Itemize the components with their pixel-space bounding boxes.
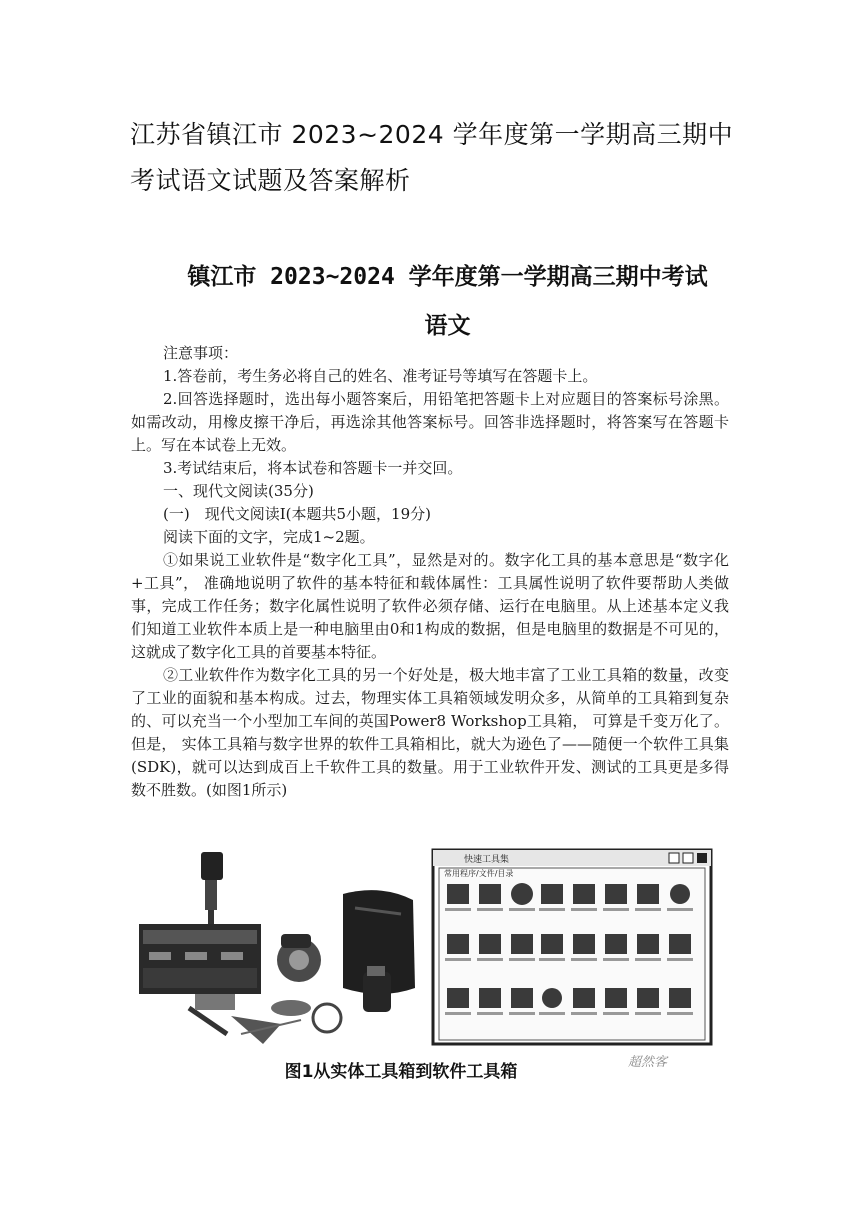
toolbox-window-title: 快速工具集 [464,855,510,865]
exam-body [131,342,729,802]
subsection-heading: (一) 现代文阅读Ⅰ(本题共5小题，19分) [163,505,431,523]
instruction-item-2: 2.回答选择题时，选出每小题答案后，用铅笔把答题卡上对应题目的答案标号涂黑。如需改动，用橡皮擦干净后，再选涂其他答案标号。回答非选择题时，将答案写在答题卡上。写在本试卷上无效。 [131,390,729,454]
passage-paragraph-2: ②工业软件作为数字化工具的另一个好处是，极大地丰富了工业工具箱的数量，改变了工业的面貌和基本构成。过去，物理实体工具箱领域发明众多，从简单的工具箱到复杂的、可以充当一个小型加工车间的英国Power8 Workshop工具箱， 可算是千变万化了。但是， 实体工具箱与数字世界的软件工具箱相比，就大为逊色了——随便一个软件工具集(SDK)，就可以达到成百上千软件工具的数量。用于工业软件开发、测试的工具更是多得数不胜数。(如图1所示) [131,666,729,799]
subject-heading: 语文 [424,313,471,339]
toolbox-tab-label: 常用程序/文件/目录 [444,869,514,878]
figure-caption: 图1从实体工具箱到软件工具箱 [284,1062,518,1082]
software-toolbox-window [433,850,711,1044]
physical-toolbox-illustration [139,852,415,1044]
instruction-item-1: 1.答卷前，考生务必将自己的姓名、准考证号等填写在答题卡上。 [163,367,598,385]
document-title [130,112,750,204]
passage-paragraph-1: ①如果说工业软件是“数字化工具”，显然是对的。数字化工具的基本意思是“数字化+工具”， 准确地说明了软件的基本特征和载体属性：工具属性说明了软件要帮助人类做事，完成工作任务；数字化属性说明了软件必须存储、运行在电脑里。从上述基本定义我们知道工业软件本质上是一种电脑里由0和1构成的数据，但是电脑里的数据是不可见的，这就成了数字化工具的首要基本特征。 [131,551,729,661]
instructions-heading: 注意事项： [163,344,239,362]
document-title-line2: 考试语文试题及答案解析 [130,166,411,195]
reading-prompt: 阅读下面的文字，完成1~2题。 [163,528,375,546]
exam-title: 镇江市 2023~2024 学年度第一学期高三期中考试 [187,264,708,290]
watermark: 超然客 [628,1055,668,1070]
document-title-line1: 江苏省镇江市 2023~2024 学年度第一学期高三期中 [130,120,734,149]
instruction-item-3: 3.考试结束后，将本试卷和答题卡一并交回。 [163,459,463,477]
section-heading: 一、现代文阅读(35分) [163,482,314,500]
